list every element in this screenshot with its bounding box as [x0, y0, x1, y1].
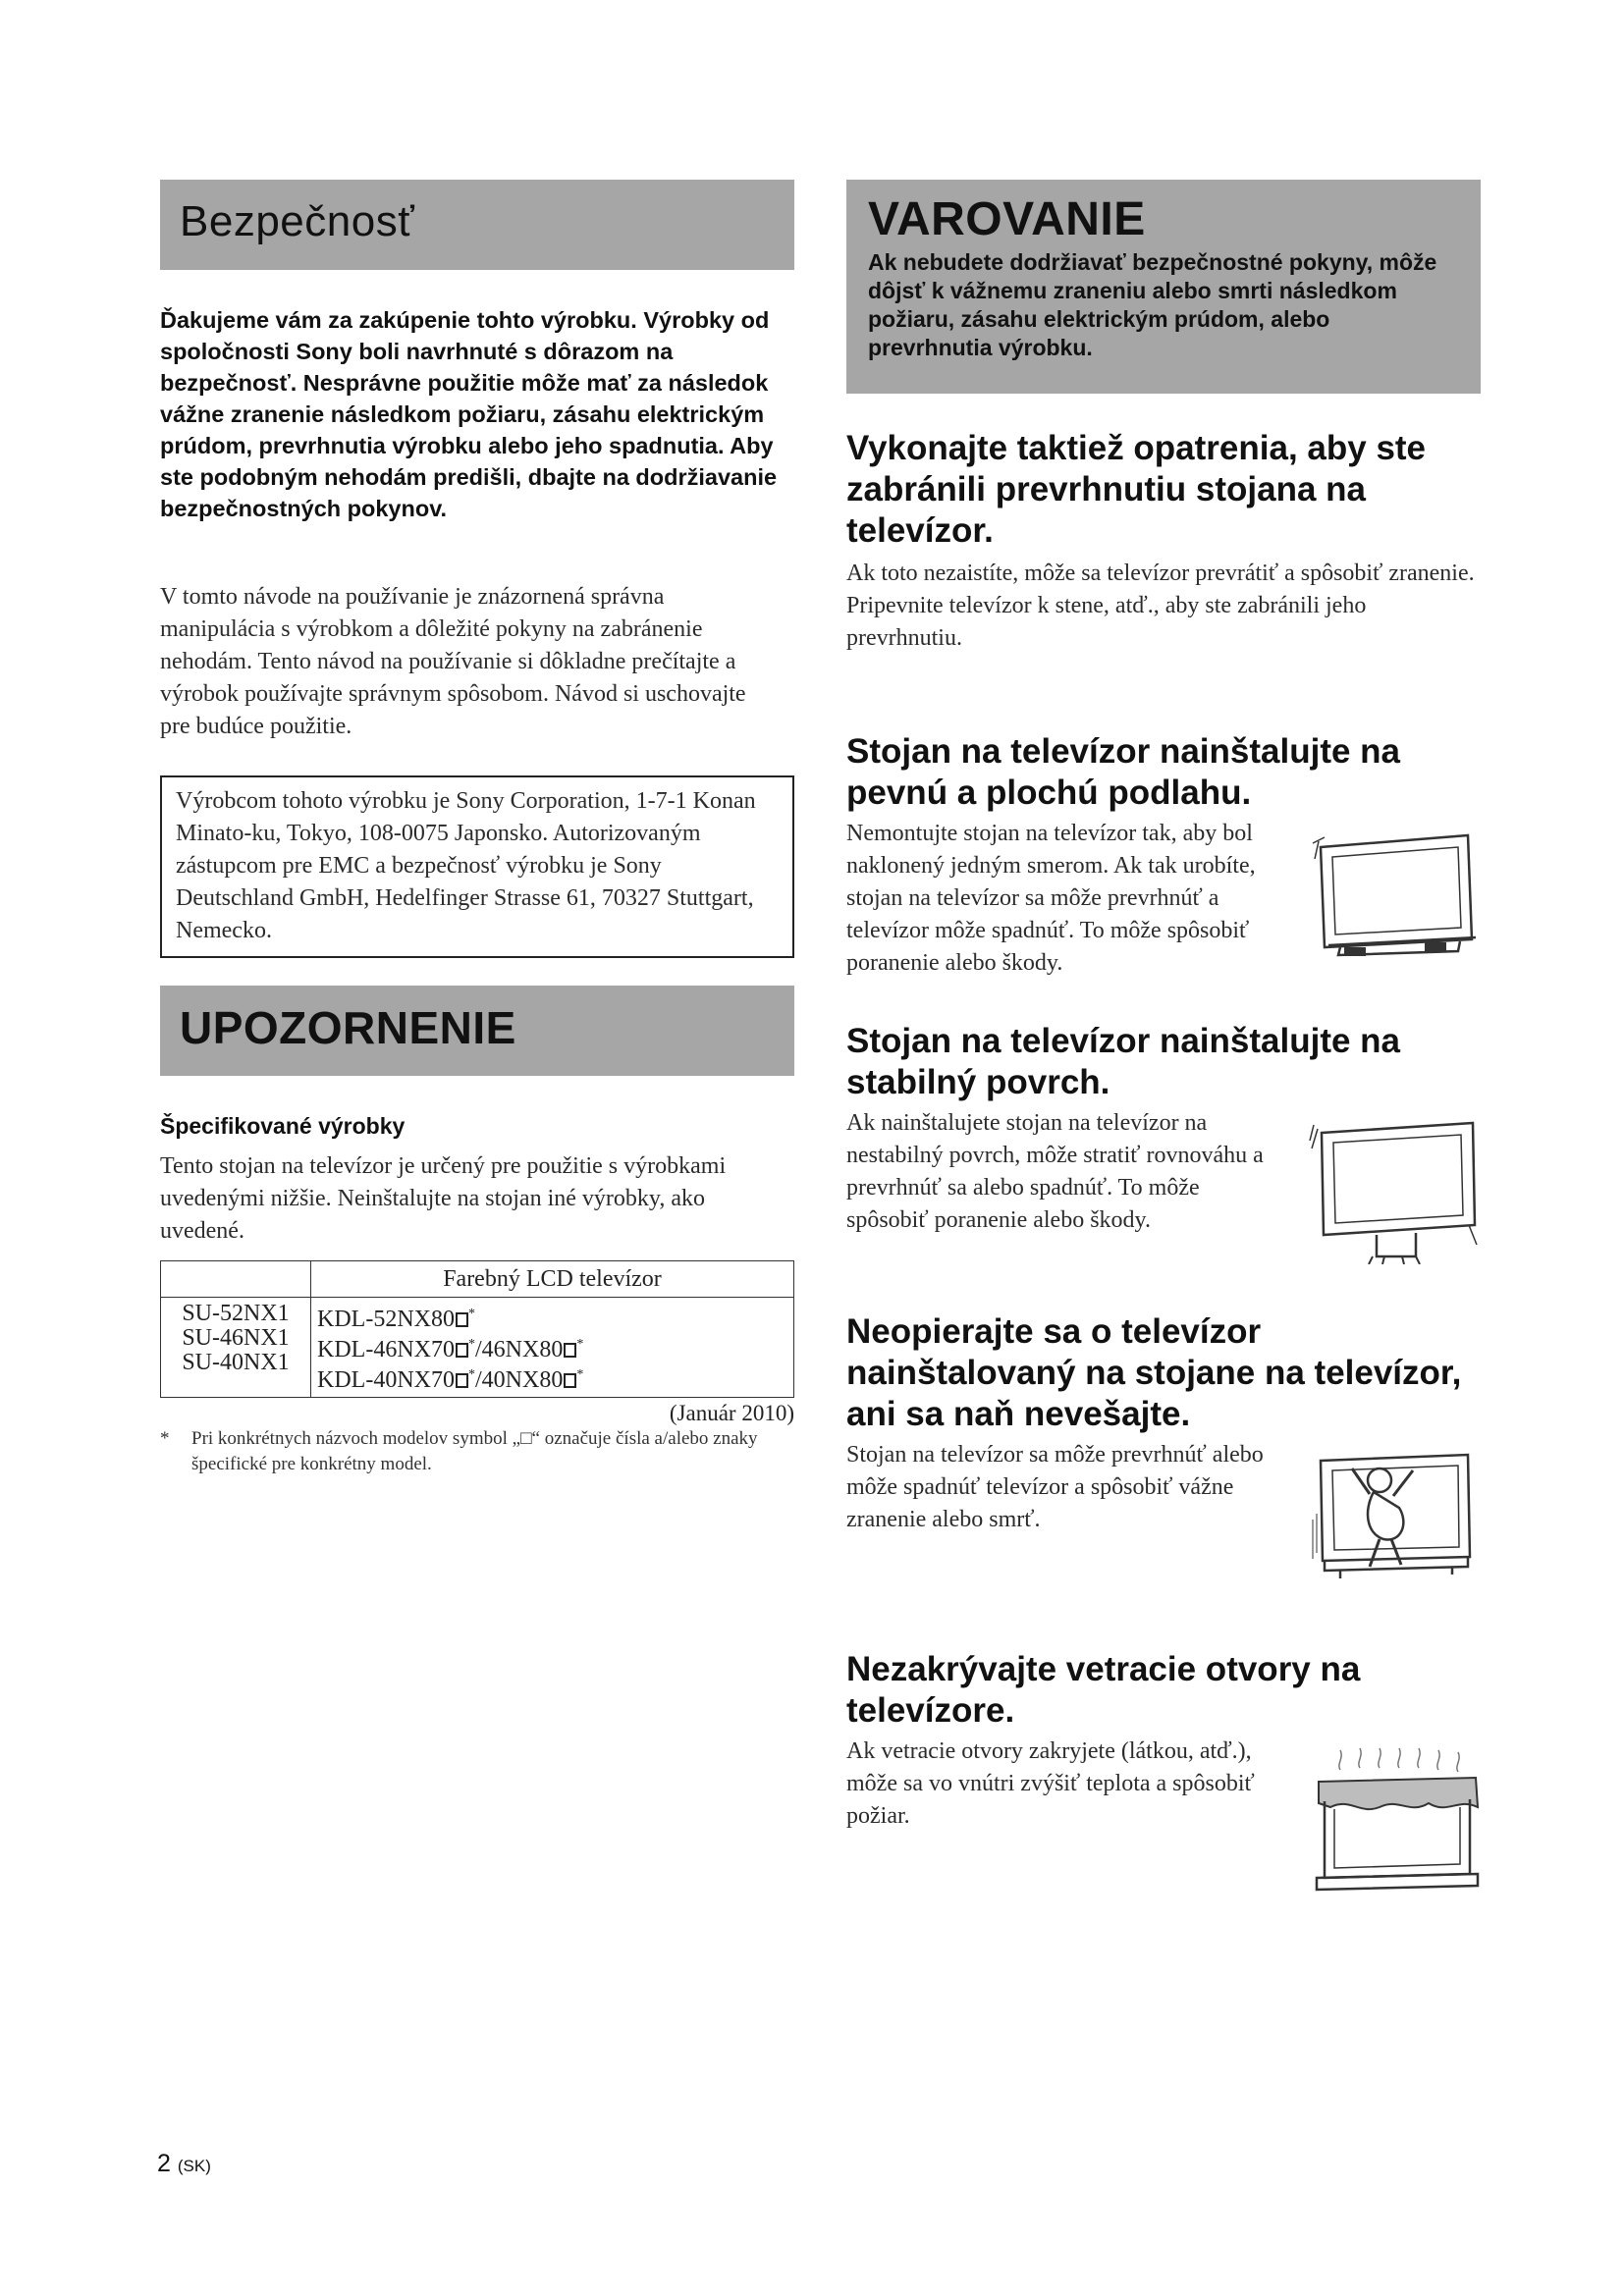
leaning-child-illustration — [1311, 1451, 1483, 1598]
models-table-wrap — [160, 1260, 794, 1477]
warning-text: Ak nebudete dodržiavať bezpečnostné pokyny, môže dôjsť k vážnemu zraneniu alebo smrti následkom požiaru, zásahu elektrickým prúdom, alebo prevrhnutia výrobku. — [868, 249, 1437, 360]
model-placeholder-square — [564, 1373, 576, 1388]
section-title: Vykonajte taktiež opatrenia, aby ste zabránili prevrhnutiu stojana na televízor. — [846, 429, 1427, 550]
page-language: (SK) — [177, 2157, 211, 2175]
section-title: Neopierajte sa o televízor nainštalovaný na stojane na televízor, ani sa naň nevešajte. — [846, 1312, 1462, 1433]
specified-products-text: Tento stojan na televízor je určený pre použitie s výrobkami uvedenými nižšie. Neinštalujte na stojan iné výrobky, ako uvedené. — [160, 1153, 727, 1244]
section-text: Ak nainštalujete stojan na televízor na nestabilný povrch, môže stratiť rovnováhu a prevrhnúť sa alebo spadnúť. To môže spôsobiť poranenie alebo škody. — [846, 1110, 1264, 1233]
manufacturer-box: Výrobcom tohoto výrobku je Sony Corporation, 1-7-1 Konan Minato-ku, Tokyo, 108-0075 Japonsko. Autorizovaným zástupcom pre EMC a bezpečnosť výrobku je Sony Deutschland GmbH, Hedelfinger Strasse 61, 70327 Stuttgart, Nemecko. — [160, 775, 794, 958]
model-placeholder-square — [456, 1343, 468, 1358]
table-header-empty — [161, 1261, 311, 1298]
caution-title: UPOZORNENIE — [180, 1002, 516, 1053]
table-stands-cell — [161, 1298, 311, 1398]
warning-banner — [846, 180, 1481, 394]
section-title: Stojan na televízor nainštalujte na stabilný povrch. — [846, 1022, 1401, 1101]
tilted-stand-illustration — [1311, 829, 1480, 957]
footnote-text: Pri konkrétnych názvoch modelov symbol „□“ označuje čísla a/alebo znaky špecifické pre konkrétny model. — [191, 1428, 758, 1474]
table-header-lcd: Farebný LCD televízor — [311, 1261, 794, 1298]
safety-title: Bezpečnosť — [180, 197, 415, 245]
specified-products-heading: Špecifikované výrobky — [160, 1113, 406, 1139]
table-row — [161, 1298, 794, 1398]
unstable-surface-illustration — [1308, 1119, 1480, 1264]
table-tv-cell — [311, 1298, 794, 1398]
warning-title: VAROVANIE — [868, 193, 1146, 245]
section-title: Nezakrývajte vetracie otvory na televízore. — [846, 1650, 1361, 1730]
page-number — [157, 2150, 211, 2178]
safety-banner — [160, 180, 794, 270]
caution-banner — [160, 986, 794, 1076]
stand-model: SU-52NX1 — [182, 1301, 290, 1326]
model-placeholder-square — [456, 1312, 468, 1327]
footnote-mark: * — [160, 1428, 170, 1449]
section-text: Ak vetracie otvory zakryjete (látkou, atď.), môže sa vo vnútri zvýšiť teplota a spôsobiť požiar. — [846, 1738, 1255, 1829]
section-tip-over — [846, 428, 1481, 655]
section-text: Stojan na televízor sa môže prevrhnúť alebo môže spadnúť televízor a spôsobiť vážne zranenie alebo smrť. — [846, 1442, 1264, 1532]
section-text: Nemontujte stojan na televízor tak, aby bol naklonený jedným smerom. Ak tak urobíte, stojan na televízor sa môže prevrhnúť a televízor môže spadnúť. To môže spôsobiť poranenie alebo škody. — [846, 821, 1256, 976]
footnote — [160, 1426, 794, 1477]
date-note: (Január 2010) — [669, 1401, 794, 1425]
model-placeholder-square — [564, 1343, 576, 1358]
table-header-row — [161, 1261, 794, 1298]
section-text-2: Pripevnite televízor k stene, atď., aby ste zabránili jeho prevrhnutiu. — [846, 593, 1367, 651]
section-title: Stojan na televízor nainštalujte na pevnú a plochú podlahu. — [846, 732, 1401, 812]
models-table — [160, 1260, 794, 1398]
stand-model: SU-40NX1 — [182, 1350, 290, 1375]
model-placeholder-square — [456, 1373, 468, 1388]
tv-model: KDL-52NX80 * — [317, 1307, 475, 1332]
manual-paragraph: V tomto návode na používanie je znázornená správna manipulácia s výrobkom a dôležité pokyny na zabránenie nehodám. Tento návod na používanie si dôkladne prečítajte a výrobok používajte správnym spôsobom. Návod si uschovajte pre budúce použitie. — [160, 584, 746, 739]
stand-model: SU-46NX1 — [182, 1325, 290, 1351]
page-number-value: 2 — [157, 2150, 171, 2177]
tv-model: KDL-46NX70 */46NX80 * — [317, 1337, 584, 1362]
tv-model: KDL-40NX70 */40NX80 * — [317, 1367, 584, 1393]
section-text: Ak toto nezaistíte, môže sa televízor prevrátiť a spôsobiť zranenie. — [846, 561, 1475, 586]
covered-vents-illustration — [1311, 1742, 1483, 1899]
intro-text: Ďakujeme vám za zakúpenie tohto výrobku. Výrobky od spoločnosti Sony boli navrhnuté s dôrazom na bezpečnosť. Nesprávne použitie môže mať za následok vážne zranenie následkom požiaru, zásahu elektrickým prúdom, prevrhnutia výrobku alebo jeho spadnutia. Aby ste podobným nehodám predišli, dbajte na dodržiavanie bezpečnostných pokynov. — [160, 307, 778, 521]
